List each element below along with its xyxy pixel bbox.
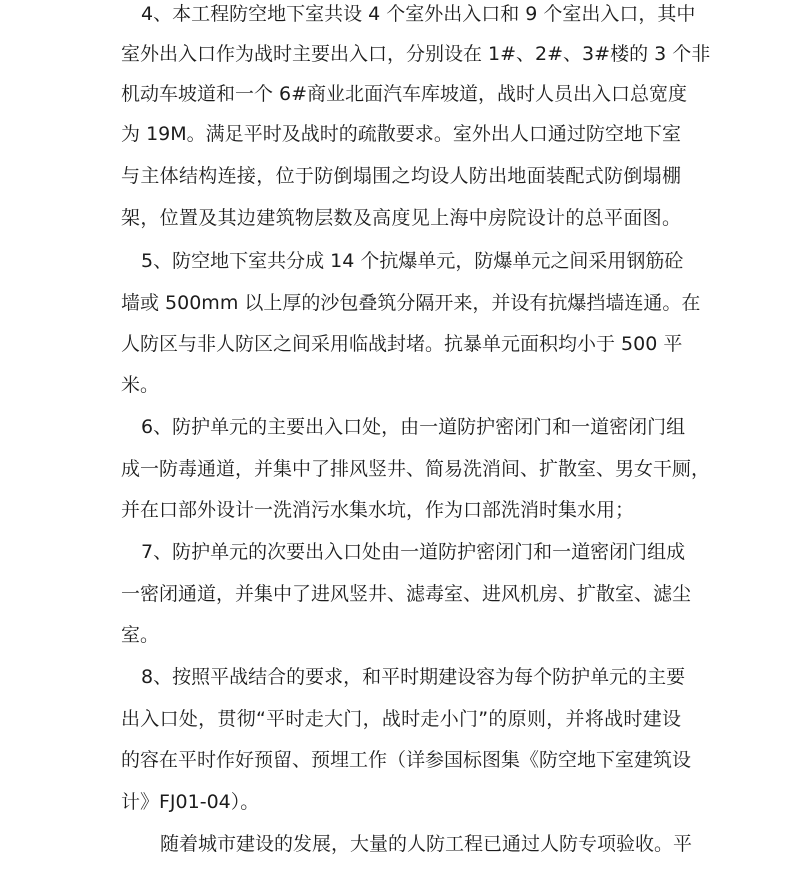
- para-4-line-6: 架，位置及其边建筑物层数及高度见上海中房院设计的总平面图。: [121, 207, 681, 229]
- para-7-line-3: 室。: [121, 624, 160, 646]
- para-6-line-3: 并在口部外设计一洗消污水集水坑，作为口部洗消时集水用；: [121, 499, 635, 521]
- para-5-line-4: 米。: [121, 374, 160, 396]
- para-6-line-1: 6、防护单元的主要出入口处，由一道防护密闭门和一道密闭门组: [141, 416, 686, 438]
- para-8-line-1: 8、按照平战结合的要求，和平时期建设容为每个防护单元的主要: [141, 666, 686, 688]
- para-8-line-3: 的容在平时作好预留、预埋工作（详参国标图集《防空地下室建筑设: [121, 749, 692, 771]
- para-4-line-2: 室外出入口作为战时主要出入口，分别设在 1#、2#、3#楼的 3 个非: [121, 43, 711, 65]
- para-5-line-2: 墙或 500mm 以上厚的沙包叠筑分隔开来，并设有抗爆挡墙连通。在: [121, 292, 701, 314]
- para-8-line-4: 计》FJ01-04）。: [121, 791, 260, 813]
- para-4-line-1: 4、本工程防空地下室共设 4 个室外出入口和 9 个室出入口，其中: [141, 3, 696, 25]
- para-7-line-2: 一密闭通道，并集中了进风竖井、滤毒室、进风机房、扩散室、滤尘: [121, 583, 692, 605]
- para-8-line-2: 出入口处，贯彻“平时走大门，战时走小门”的原则，并将战时建设: [121, 708, 681, 730]
- final-para-line-1: 随着城市建设的发展，大量的人防工程已通过人防专项验收。平: [160, 833, 693, 855]
- para-5-line-3: 人防区与非人防区之间采用临战封堵。抗暴单元面积均小于 500 平: [121, 333, 683, 355]
- para-6-line-2: 成一防毒通道，并集中了排风竖井、简易洗消间、扩散室、男女干厕，: [121, 458, 711, 480]
- para-7-line-1: 7、防护单元的次要出入口处由一道防护密闭门和一道密闭门组成: [141, 541, 686, 563]
- para-4-line-3: 机动车坡道和一个 6#商业北面汽车库坡道，战时人员出入口总宽度: [121, 83, 688, 105]
- para-4-line-5: 与主体结构连接，位于防倒塌围之均设人防出地面装配式防倒塌棚: [121, 165, 681, 187]
- para-4-line-4: 为 19M。满足平时及战时的疏散要求。室外出人口通过防空地下室: [121, 123, 681, 145]
- para-5-line-1: 5、防空地下室共分成 14 个抗爆单元，防爆单元之间采用钢筋砼: [141, 250, 684, 272]
